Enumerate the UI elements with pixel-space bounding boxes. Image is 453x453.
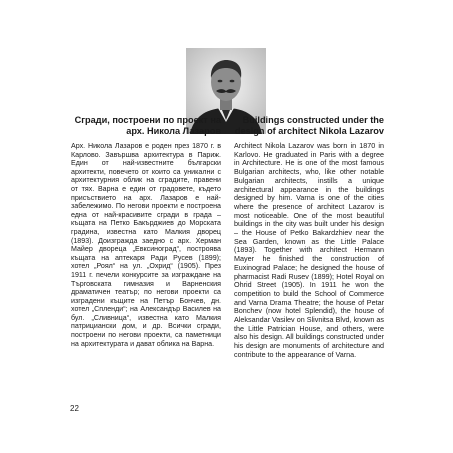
english-body-text: Architect Nikola Lazarov was born in 1870 in Karlovo. He graduated in Paris with a degree in Architecture. He is one of the most famous Bulgarian architects, who, like other notable Bulgarian architects, instills a unique architectural appearance in the buildings designed by him. Varna is one of the cities where the presence of architect Lazarov is most noticeable. One of the most beautiful buildings in the city was built under his design – the House of Petko Bakardzhiev near the Sea Garden, known as the Little Palace (1893). Together with architect Hermann Mayer he finished the construction of Euxinograd Palace; he designed the house of pharmacist Radi Rusev (1899); Hotel Royal on Ohrid Street (1905). In 1911 he won the competition to build the School of Commerce and Varna Drama Theatre; the house of Petar Bonchev (now hotel Splendid), the house of Aleksandar Vasilev on Slivnitsa Blvd, known as the Little Patrician House, and others, were also his design. All buildings constructed under his design are monuments of architecture and contribute to the appearance of Varna. <box>234 141 384 359</box>
bulgarian-body-text: Арх. Никола Лазаров е роден през 1870 г. в Карлово. Завършва архитектура в Париж. Един от най-известните български архитекти, повечето от които са уникални с архитектурния облик на сградите, правени от тях. Варна е един от градовете, където присъствието на арх. Лазаров е най-забележимо. По негови проекти е построена една от най-красивите сгради в града – къщата на Петко Бакърджиев до Морската градина, известна като Малкия дворец (1893). Доизгражда заедно с арх. Херман Майер двореца „Евксиноград“, построява къщата на аптекаря Ради Русев (1899); хотел „Роял“ на ул. „Охрид“ (1905). През 1911 г. печели конкурсите за изграждане на Търговската гимназия и Варненския драматичен театър; по негови проекти са изградени къщите на Петър Бончев, дн. хотел „Спленди“; на Александър Василев на бул. „Сливница“, известна като Малкия патрициански дом, и др. Всички сгради, построени по негови проекти, са паметници на архитектурата и дават облика на Варна. <box>71 142 221 348</box>
english-column <box>234 115 384 360</box>
english-heading: Buildings constructed under the design of architect Nikola Lazarov <box>234 115 384 136</box>
bulgarian-heading: Сгради, построени по проект на арх. Никола Лазаров <box>74 115 221 136</box>
page-number: 22 <box>70 404 79 413</box>
bulgarian-column <box>71 115 221 348</box>
